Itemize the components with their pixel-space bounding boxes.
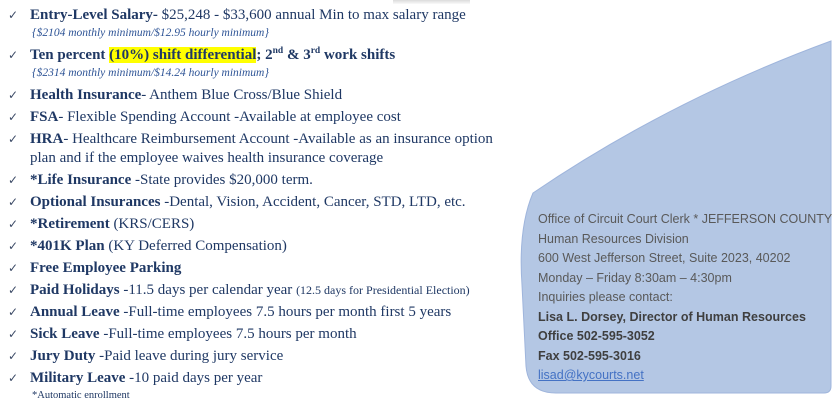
list-item-text bbox=[30, 237, 514, 256]
contact-line: Monday – Friday 8:30am – 4:30pm bbox=[538, 270, 732, 285]
text-segment: - Flexible Spending Account -Available at employee cost bbox=[58, 109, 401, 125]
text-segment: rd bbox=[310, 46, 321, 56]
checkmark-icon: ✓ bbox=[8, 261, 19, 275]
text-segment: $25,248 - $33,600 annual Min to max salary range bbox=[157, 7, 466, 23]
checkmark-icon: ✓ bbox=[8, 239, 19, 253]
list-item-text bbox=[30, 171, 514, 190]
list-item-text bbox=[30, 46, 514, 65]
text-segment: Jury Duty bbox=[30, 348, 100, 364]
checkmark-icon: ✓ bbox=[8, 327, 19, 341]
checkmark-icon: ✓ bbox=[8, 173, 19, 187]
list-item bbox=[8, 108, 514, 127]
checkmark-icon: ✓ bbox=[8, 217, 19, 231]
checkmark-icon: ✓ bbox=[8, 305, 19, 319]
checkmark-icon: ✓ bbox=[8, 110, 19, 124]
text-segment: Paid Holidays bbox=[30, 282, 124, 298]
text-segment: (KRS/CERS) bbox=[113, 216, 195, 232]
list-item bbox=[8, 86, 514, 105]
list-item-text bbox=[30, 347, 514, 366]
contact-line: Lisa L. Dorsey, Director of Human Resources bbox=[538, 309, 806, 324]
list-item bbox=[8, 325, 514, 344]
list-item-text bbox=[30, 259, 514, 278]
text-segment: -Dental, Vision, Accident, Cancer, STD, LTD, etc. bbox=[164, 194, 466, 210]
list-item bbox=[8, 46, 514, 65]
list-item bbox=[8, 281, 514, 300]
text-segment: -Paid leave during jury service bbox=[99, 348, 284, 364]
contact-line: Inquiries please contact: bbox=[538, 290, 673, 304]
list-item-text bbox=[30, 6, 514, 25]
checkmark-icon: ✓ bbox=[8, 283, 19, 297]
checkmark-icon: ✓ bbox=[8, 371, 19, 385]
text-segment: Military Leave bbox=[30, 370, 130, 386]
list-item-text bbox=[30, 369, 514, 388]
list-item-text bbox=[30, 215, 514, 234]
text-segment: nd bbox=[272, 46, 284, 56]
list-item-text bbox=[30, 303, 514, 322]
list-item bbox=[8, 237, 514, 256]
text-segment: Free Employee Parking bbox=[30, 260, 182, 276]
checkmark-icon: ✓ bbox=[8, 195, 19, 209]
text-segment: -10 paid days per year bbox=[129, 370, 263, 386]
text-segment: HRA bbox=[30, 131, 64, 147]
list-item-text bbox=[30, 193, 514, 212]
text-segment: -State provides $20,000 term. bbox=[135, 172, 313, 188]
list-item bbox=[8, 347, 514, 366]
text-segment: (10%) shift differential bbox=[109, 47, 257, 63]
text-segment: *Life Insurance bbox=[30, 172, 135, 188]
text-segment: (KY Deferred Compensation) bbox=[108, 238, 287, 254]
text-segment: -Full-time employees 7.5 hours per month first 5 years bbox=[123, 304, 452, 320]
list-item-text bbox=[30, 130, 514, 168]
list-item bbox=[8, 6, 514, 25]
contact-line: Office of Circuit Court Clerk * JEFFERSON COUNTY bbox=[538, 212, 833, 226]
contact-line: Office 502-595-3052 bbox=[538, 329, 655, 343]
checkmark-icon: ✓ bbox=[8, 132, 19, 146]
contact-line: Human Resources Division bbox=[538, 231, 689, 246]
text-segment: Optional Insurances bbox=[30, 194, 165, 210]
contact-line: 600 West Jefferson Street, Suite 2023, 40202 bbox=[538, 251, 791, 265]
list-item bbox=[8, 130, 514, 168]
list-item-text bbox=[30, 108, 514, 127]
contact-lines bbox=[538, 210, 834, 386]
checkmark-icon: ✓ bbox=[8, 8, 19, 22]
text-segment: -11.5 days per calendar year bbox=[123, 282, 297, 298]
list-item-text bbox=[30, 325, 514, 344]
benefits-list bbox=[8, 6, 514, 401]
text-segment: - Anthem Blue Cross/Blue Shield bbox=[141, 87, 343, 103]
text-segment: Entry-Level Salary- bbox=[30, 7, 158, 23]
checkmark-icon: ✓ bbox=[8, 349, 19, 363]
text-segment: Annual Leave bbox=[30, 304, 124, 320]
automatic-enrollment-footnote: *Automatic enrollment bbox=[32, 390, 130, 401]
list-item-text bbox=[30, 281, 514, 300]
text-segment: (12.5 days for Presidential Election) bbox=[296, 283, 470, 297]
email-link[interactable]: lisad@kycourts.net bbox=[538, 368, 644, 382]
text-segment: ; 2 bbox=[256, 47, 273, 63]
list-item bbox=[8, 303, 514, 322]
text-segment: *401K Plan bbox=[30, 238, 109, 254]
list-item-subline: {$2314 monthly minimum/$14.24 hourly minimum} bbox=[32, 67, 269, 79]
list-item bbox=[8, 215, 514, 234]
text-segment: Health Insurance bbox=[30, 87, 142, 103]
checkmark-icon: ✓ bbox=[8, 48, 19, 62]
list-item bbox=[8, 369, 514, 388]
text-segment: - Healthcare Reimbursement Account -Available as an insurance option plan and if the employee waives health insurance coverage bbox=[30, 131, 493, 166]
text-segment: Sick Leave bbox=[30, 326, 104, 342]
contact-line: Fax 502-595-3016 bbox=[538, 348, 641, 363]
text-segment: work shifts bbox=[320, 47, 396, 63]
text-segment: & 3 bbox=[283, 47, 311, 63]
list-item-text bbox=[30, 86, 514, 105]
text-segment: *Retirement bbox=[30, 216, 114, 232]
text-segment: FSA bbox=[30, 109, 59, 125]
list-item bbox=[8, 259, 514, 278]
list-item bbox=[8, 193, 514, 212]
list-item-subline: {$2104 monthly minimum/$12.95 hourly minimum} bbox=[32, 27, 269, 39]
text-segment: -Full-time employees 7.5 hours per month bbox=[103, 326, 357, 342]
list-item bbox=[8, 171, 514, 190]
checkmark-icon: ✓ bbox=[8, 88, 19, 102]
text-segment: Ten percent bbox=[30, 47, 110, 63]
